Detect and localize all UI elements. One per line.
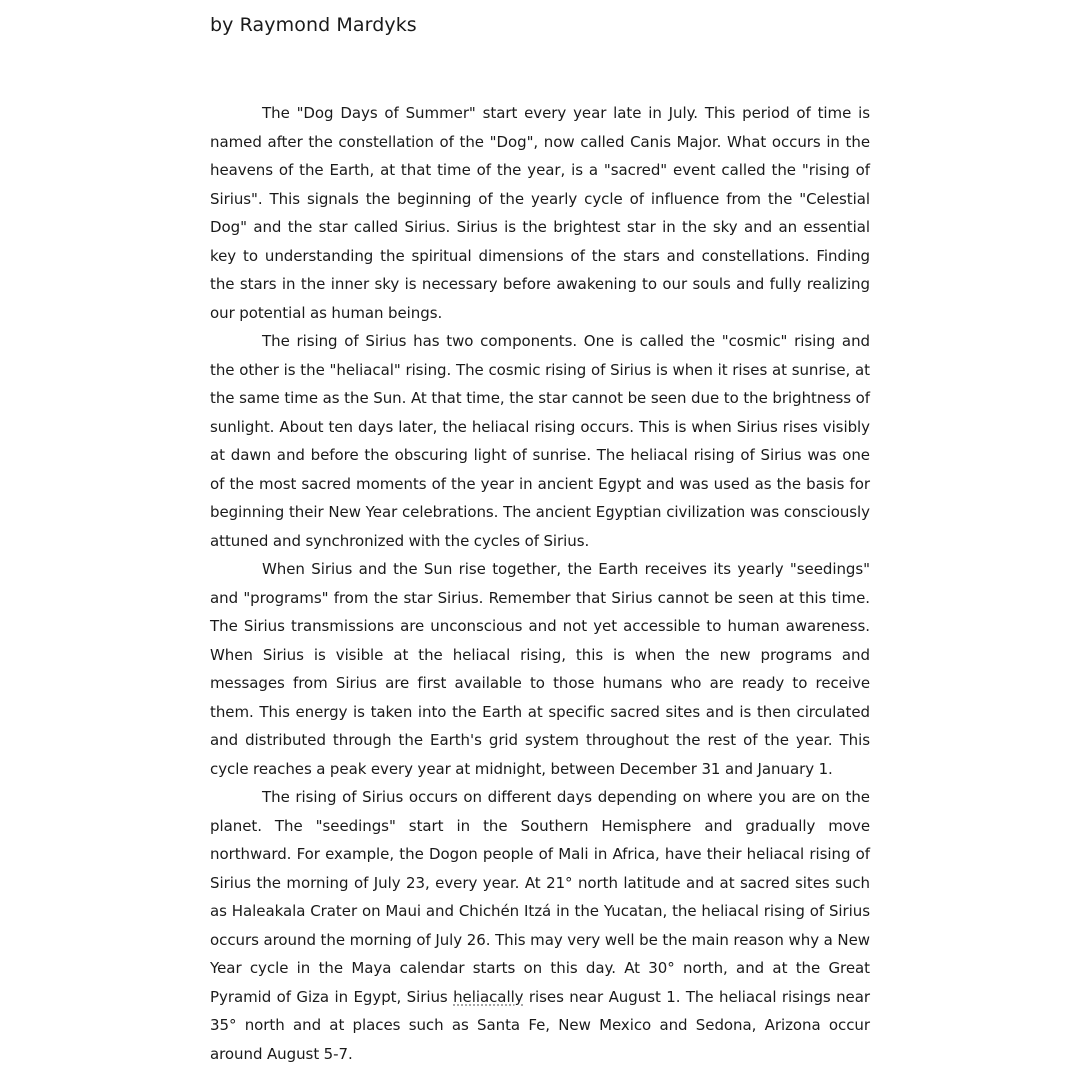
paragraph-dog-days: The "Dog Days of Summer" start every year late in July. This period of time is named after the constellation of the "Dog", now called Canis Major. What occurs in the heavens of the Earth, at that time of the year, is a "sacred" event called the "rising of Sirius". This signals the beginning of the yearly cycle of influence from the "Celestial Dog" and the star called Sirius. Sirius is the brightest star in the sky and an essential key to understanding the spiritual dimensions of the stars and constellations. Finding the stars in the inner sky is necessary before awakening to our souls and fully realizing our potential as human beings.	[210, 104, 870, 322]
author-byline: by Raymond Mardyks	[210, 14, 417, 36]
paragraph-rising-components: The rising of Sirius has two components. One is called the "cosmic" rising and the other is the "heliacal" rising. The cosmic rising of Sirius is when it rises at sunrise, at the same time as the Sun. At that time, the star cannot be seen due to the brightness of sunlight. About ten days later, the heliacal rising occurs. This is when Sirius rises visibly at dawn and before the obscuring light of sunrise. The heliacal rising of Sirius was one of the most sacred moments of the year in ancient Egypt and was used as the basis for beginning their New Year celebrations. The ancient Egyptian civilization was consciously attuned and synchronized with the cycles of Sirius.	[210, 332, 870, 550]
spellcheck-marked-word: heliacally	[453, 987, 524, 1006]
paragraph-rising-dates-part-1: The rising of Sirius occurs on different days depending on where you are on the planet. The "seedings" start in the Southern Hemisphere and gradually move northward. For example, the Dogon people of Mali in Africa, have their heliacal rising of Sirius the morning of July 23, every year. At 21° north latitude and at sacred sites such as Haleakala Crater on Maui and Chichén Itzá in the Yucatan, the heliacal rising of Sirius occurs around the morning of July 26. This may very well be the main reason why a New Year cycle in the Maya calendar starts on this day. At 30° north, and at the Great Pyramid of Giza in Egypt, Sirius	[210, 788, 870, 1006]
paragraph-rising-dates-part-2: rises near August 1. The heliacal risings near 35° north and at places such as Santa Fe, New Mexico and Sedona, Arizona occur around August 5-7.	[210, 987, 870, 1063]
paragraph-seedings: When Sirius and the Sun rise together, the Earth receives its yearly "seedings" and "programs" from the star Sirius. Remember that Sirius cannot be seen at this time. The Sirius transmissions are unconscious and not yet accessible to human awareness. When Sirius is visible at the heliacal rising, this is when the new programs and messages from Sirius are first available to those humans who are ready to receive them. This energy is taken into the Earth at specific sacred sites and is then circulated and distributed through the Earth's grid system throughout the rest of the year. This cycle reaches a peak every year at midnight, between December 31 and January 1.	[210, 560, 870, 778]
article-body	[210, 99, 870, 1068]
paragraph-rising-dates	[210, 783, 870, 1068]
